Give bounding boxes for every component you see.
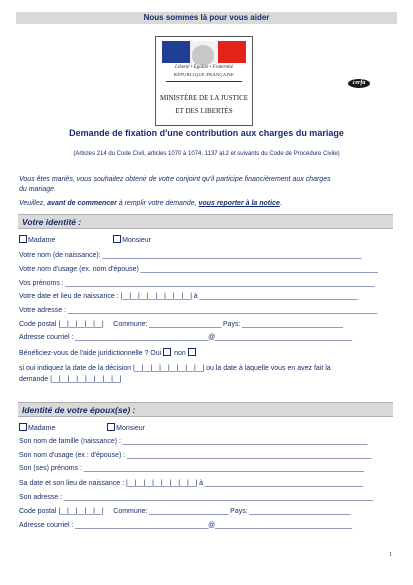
ministry-line-1: MINISTÈRE DE LA JUSTICE (159, 94, 249, 102)
madame-label: Madame (28, 237, 56, 244)
spouse-country-input[interactable]: ____________________________ (247, 508, 350, 515)
your-birth-name-field[interactable]: Votre nom (de naissance): ________________________________________________________________________ (19, 252, 362, 259)
field-label: ou la date à laquelle vous en avez fait la (206, 365, 331, 372)
logo-divider (166, 81, 242, 82)
your-address-field[interactable]: Votre adresse : ______________________________________________________________________________________ (19, 307, 377, 314)
field-label: Son adresse : (19, 494, 63, 501)
decision-date-line (19, 364, 393, 373)
field-label: Son nom d'usage (ex : d'épouse) : (19, 452, 126, 459)
section-your-identity: Votre identité : (18, 214, 393, 229)
intro-text-a: Veuillez, (19, 200, 46, 207)
legal-aid-no-checkbox[interactable] (188, 348, 196, 356)
spouse-usage-name-field[interactable]: Son nom d'usage (ex : d'épouse) : ____________________________________________________________________ (19, 452, 372, 459)
field-label: Son nom de famille (naissance) : (19, 438, 121, 445)
birth-date-boxes[interactable]: |__|__|__|__|__|__|__|__| (120, 293, 192, 300)
field-label: Commune: (113, 508, 148, 515)
spouse-birth-name-field[interactable]: Son nom de famille (naissance) : ____________________________________________________________________ (19, 438, 367, 445)
no-label: non (174, 350, 186, 357)
spouse-postal-code-boxes[interactable]: |__|__|__|__|__| (58, 508, 104, 515)
spouse-birth-date-place-field[interactable]: Sa date et son lieu de naissance : |__|__|__|__|__|__|__|__| à ____________________________________________ (19, 480, 363, 487)
spouse-address-field[interactable]: Son adresse : ______________________________________________________________________________________ (19, 494, 373, 501)
legal-references: (Articles 214 du Code Civil, articles 1070 à 1074, 1137 al.2 et suivants du Code de Procédure Civile) (73, 151, 340, 157)
intro-instructions (19, 199, 394, 209)
spouse-commune-input[interactable]: ______________________ (147, 508, 229, 515)
field-label: Pays: (230, 508, 248, 515)
intro-text-e: . (279, 200, 282, 207)
country-input[interactable]: ____________________________ (240, 321, 343, 328)
intro-text-emphasis: avant de commencer (47, 200, 117, 207)
decision-date-boxes[interactable]: |__|__|__|__|__|__|__|__| (133, 365, 205, 372)
monsieur-label: Monsieur (122, 237, 151, 244)
intro-line-1: Vous êtes mariés, vous souhaitez obtenir de votre conjoint qu'il participe financièrement aux charges (19, 176, 331, 183)
intro-text-c: à remplir votre demande, (118, 200, 197, 207)
field-label: à (193, 293, 198, 300)
commune-input[interactable]: ____________________ (147, 321, 222, 328)
ministry-logo (155, 36, 253, 126)
intro-line-2: du mariage. (19, 186, 56, 193)
spouse-first-names-field[interactable]: Son (ses) prénoms : ______________________________________________________________________________ (19, 465, 364, 472)
field-label: Votre nom (de naissance): (19, 252, 101, 259)
field-label: à (199, 480, 204, 487)
legal-aid-label: Bénéficiez-vous de l'aide juridictionnelle ? Oui (19, 350, 162, 357)
at-sign: @ (208, 522, 216, 529)
at-sign: @ (208, 334, 216, 341)
republic-motto: Liberté • Égalité • Fraternité (175, 65, 233, 70)
field-label: Pays: (222, 321, 241, 328)
field-label: Vos prénoms : (19, 280, 64, 287)
marianne-icon (192, 45, 214, 65)
spouse-madame-checkbox[interactable] (19, 423, 27, 431)
cerfa-logo: cerfa (348, 79, 370, 88)
field-label: Votre nom d'usage (ex. nom d'épouse) (19, 266, 139, 273)
request-date-boxes[interactable]: |__|__|__|__|__|__|__|__| (50, 376, 122, 383)
legal-aid-question (19, 348, 391, 358)
legal-aid-yes-checkbox[interactable] (163, 348, 171, 356)
postal-code-boxes[interactable]: |__|__|__|__|__| (58, 321, 104, 328)
field-label: Adresse courriel : (19, 334, 74, 341)
your-usage-name-field[interactable]: Votre nom d'usage (ex. nom d'épouse) __________________________________________________________________ (19, 266, 378, 273)
help-banner: Nous sommes là pour vous aider (16, 12, 397, 24)
field-label: Votre date et lieu de naissance : (19, 293, 119, 300)
field-label: Code postal (19, 508, 57, 515)
your-postal-line (19, 320, 391, 329)
madame-label: Madame (28, 425, 56, 432)
page-number: 1 (389, 552, 392, 558)
field-label: Votre adresse : (19, 307, 67, 314)
field-label: Sa date et son lieu de naissance : (19, 480, 125, 487)
field-label: Commune: (113, 321, 148, 328)
ministry-line-2: ET DES LIBERTÉS (175, 107, 233, 115)
your-birth-date-place-field[interactable]: Votre date et lieu de naissance : |__|__|__|__|__|__|__|__| à ____________________________________________ (19, 293, 358, 300)
spouse-monsieur-checkbox[interactable] (107, 423, 115, 431)
republic-name: RÉPUBLIQUE FRANÇAISE (173, 72, 235, 77)
field-label: si oui indiquez la date de la décision (19, 365, 132, 372)
your-email-field[interactable]: Adresse courriel : _____________________________________@______________________________________ (19, 334, 352, 341)
your-first-names-field[interactable]: Vos prénoms : ______________________________________________________________________________________ (19, 280, 375, 287)
request-date-line (19, 375, 219, 384)
madame-checkbox[interactable] (19, 235, 27, 243)
form-title: Demande de fixation d'une contribution aux charges du mariage (69, 128, 344, 138)
spouse-birth-date-boxes[interactable]: |__|__|__|__|__|__|__|__| (126, 480, 198, 487)
field-label: demande (19, 376, 49, 383)
french-flag-icon (162, 41, 246, 63)
monsieur-checkbox[interactable] (113, 235, 121, 243)
notice-link[interactable]: vous reporter à la notice (198, 200, 280, 207)
field-label: Adresse courriel : (19, 522, 74, 529)
spouse-email-field[interactable]: Adresse courriel : _____________________________________@______________________________________ (19, 522, 352, 529)
spouse-postal-line (19, 507, 391, 516)
your-title-choice (19, 235, 219, 245)
field-label: Son (ses) prénoms : (19, 465, 83, 472)
monsieur-label: Monsieur (116, 425, 145, 432)
section-spouse-identity: Identité de votre époux(se) : (18, 402, 393, 417)
ministry-name (158, 92, 250, 118)
spouse-title-choice (19, 423, 219, 433)
field-label: Code postal (19, 321, 57, 328)
